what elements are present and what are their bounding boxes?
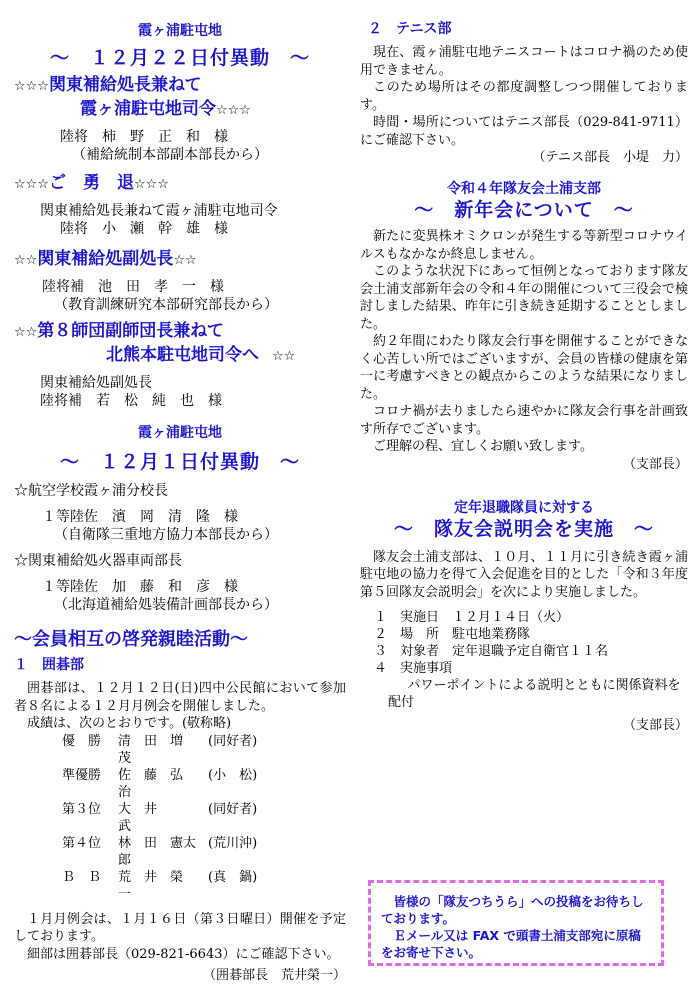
p3-note: （教育訓練研究本部研究部長から） [54, 297, 278, 313]
list-item: １ 実施日 １２月１４日（火） [374, 610, 570, 625]
go-results-table [62, 733, 346, 903]
p4-role: 関東補給処副処長 [40, 375, 152, 391]
p6-note: （北海道補給処装備計画部長から） [54, 597, 278, 613]
left-column [14, 0, 346, 984]
newyear-heading-1: 令和４年隊友会土浦支部 [447, 181, 601, 197]
heading-dec22-transfers: ～ １２月２２日付異動 ～ [49, 47, 310, 69]
explain-signature: （支部長） [622, 718, 688, 733]
p1-title-line1: ☆☆☆関東補給処長兼ねて [14, 75, 202, 95]
table-row: 第４位 林 田 憲太郎 (荒川沖) [62, 835, 258, 868]
table-row: 優 勝 清 田 増 茂 (同好者) [62, 733, 258, 766]
notice-line-2: Ｅメール又は FAX で頭書土浦支部宛に原稿をお寄せ下さい。 [381, 928, 641, 960]
list-item-detail: パワーポイントによる説明とともに関係資料を配付 [388, 678, 681, 710]
star-icon: ☆☆ [259, 349, 296, 364]
tennis-signature: （テニス部長 小堤 力） [532, 150, 688, 165]
go-paragraph-2: 成績は、次のとおりです。(敬称略) [27, 716, 232, 731]
table-row: 準優勝 佐 藤 弘 治 (小 松) [62, 767, 258, 800]
star-icon: ☆☆☆ [133, 177, 169, 192]
table-row: Ｂ Ｂ 荒 井 榮 一 (真 鍋) [62, 869, 258, 902]
list-item: ４ 実施事項 [374, 661, 453, 676]
newyear-paragraph-4: コロナ禍が去りましたら速やかに隊友会行事を計画致す所存でございます。 [360, 404, 688, 437]
newyear-paragraph-3: 約２年間にわたり隊友会行事を開催することができなく心苦しい所ではございますが、会員の皆様の健康を第一に考慮すべきとの観点からこのような結果になりました。 [360, 334, 688, 402]
list-item: ３ 対象者 定年退職予定自衛官１１名 [374, 644, 609, 659]
p4-title-line2: 北熊本駐屯地司令へ ☆☆ [106, 345, 296, 365]
heading-kasumigaura-2: 霞ヶ浦駐屯地 [138, 425, 222, 441]
heading-dec1-transfers: ～ １２月１日付異動 ～ [59, 451, 300, 473]
right-column [360, 0, 688, 734]
p1-note: （補給統制本部副本部長から） [72, 147, 268, 163]
heading-kasumigaura-1: 霞ヶ浦駐屯地 [138, 23, 222, 39]
tennis-paragraph-3: 時間・場所についてはテニス部長（029-841-9711）にご確認下さい。 [360, 115, 688, 148]
newyear-paragraph-1: 新たに変異株オミクロンが発生する等新型コロナウイルスもなかなか終息しません。 [360, 229, 688, 262]
newyear-signature: （支部長） [622, 456, 688, 472]
go-signature: （囲碁部長 荒井榮一） [202, 968, 346, 983]
star-icon: ☆☆ [14, 253, 38, 268]
p4-name: 陸将補 若 松 純 也 様 [40, 393, 222, 409]
tennis-club-title: ２ テニス部 [368, 21, 452, 37]
p2-title: ☆☆☆ご 勇 退☆☆☆ [14, 173, 169, 193]
p6-role: ☆関東補給処火器車両部長 [14, 553, 182, 569]
explain-heading-2: ～ 隊友会説明会を実施 ～ [393, 517, 654, 540]
submission-notice-box [368, 880, 664, 966]
go-paragraph-1: 囲碁部は、１２月１２日(日)四中公民館において参加者８名による１２月月例会を開催しました。 [14, 681, 346, 714]
star-icon: ☆☆ [14, 325, 38, 340]
section-title-activities: ～会員相互の啓発親睦活動～ [14, 629, 248, 650]
table-row: 第３位 大 井 武 (同好者) [62, 801, 258, 834]
p3-title: ☆☆関東補給処副処長☆☆ [14, 249, 197, 269]
p5-role: ☆航空学校霞ヶ浦分校長 [14, 483, 168, 499]
star-icon: ☆☆☆ [216, 103, 251, 118]
p4-title-line1: ☆☆第８師団副師団長兼ねて [14, 321, 224, 341]
star-icon: ☆☆ [173, 253, 197, 268]
newyear-paragraph-2: このような状況下にあって恒例となっております隊友会土浦支部新年会の令和４年の開催について三役会で検討しました結果、昨年に引き続き延期することとしました。 [360, 264, 688, 332]
p2-role: 関東補給処長兼ねて霞ヶ浦駐屯地司令 [40, 203, 278, 219]
explain-heading-1: 定年退職隊員に対する [454, 499, 594, 516]
p1-title-line2: 霞ヶ浦駐屯地司令☆☆☆ [80, 99, 251, 119]
go-paragraph-3: １月月例会は、１月１６日（第３日曜日）開催を予定しております。 [14, 911, 346, 944]
p2-name: 陸将 小 瀬 幹 雄 様 [60, 221, 228, 237]
p5-note: （自衛隊三重地方協力本部長から） [54, 527, 278, 543]
notice-line-1: 皆様の「隊友つちうら」への投稿をお待ちしております。 [381, 894, 644, 926]
explain-paragraph-1: 隊友会土浦支部は、１０月、１１月に引き続き霞ヶ浦駐屯地の協力を得て入会促進を目的とした「令和３年度第５回隊友会説明会」を次により実施しました。 [360, 549, 688, 600]
tennis-paragraph-2: このため場所はその都度調整しつつ開催しております。 [360, 80, 688, 113]
p5-name: １等陸佐 濱 岡 清 隆 様 [42, 509, 238, 525]
go-club-title: １ 囲碁部 [14, 657, 84, 673]
newyear-heading-2: ～ 新年会について ～ [414, 199, 634, 221]
list-item: ２ 場 所 駐屯地業務隊 [374, 627, 531, 642]
p3-name: 陸将補 池 田 孝 一 様 [42, 279, 224, 295]
tennis-paragraph-1: 現在、霞ヶ浦駐屯地テニスコートはコロナ禍のため使用できません。 [360, 45, 688, 78]
go-paragraph-4: 細部は囲碁部長（029-821-6643）にご確認下さい。 [27, 946, 340, 962]
star-icon: ☆☆☆ [14, 79, 49, 94]
p6-name: １等陸佐 加 藤 和 彦 様 [42, 579, 238, 595]
star-icon: ☆☆☆ [14, 177, 49, 192]
newyear-paragraph-5: ご理解の程、宜しくお願い致します。 [373, 439, 593, 454]
p1-name: 陸将 柿 野 正 和 様 [60, 129, 228, 145]
explain-item-list [360, 609, 688, 711]
